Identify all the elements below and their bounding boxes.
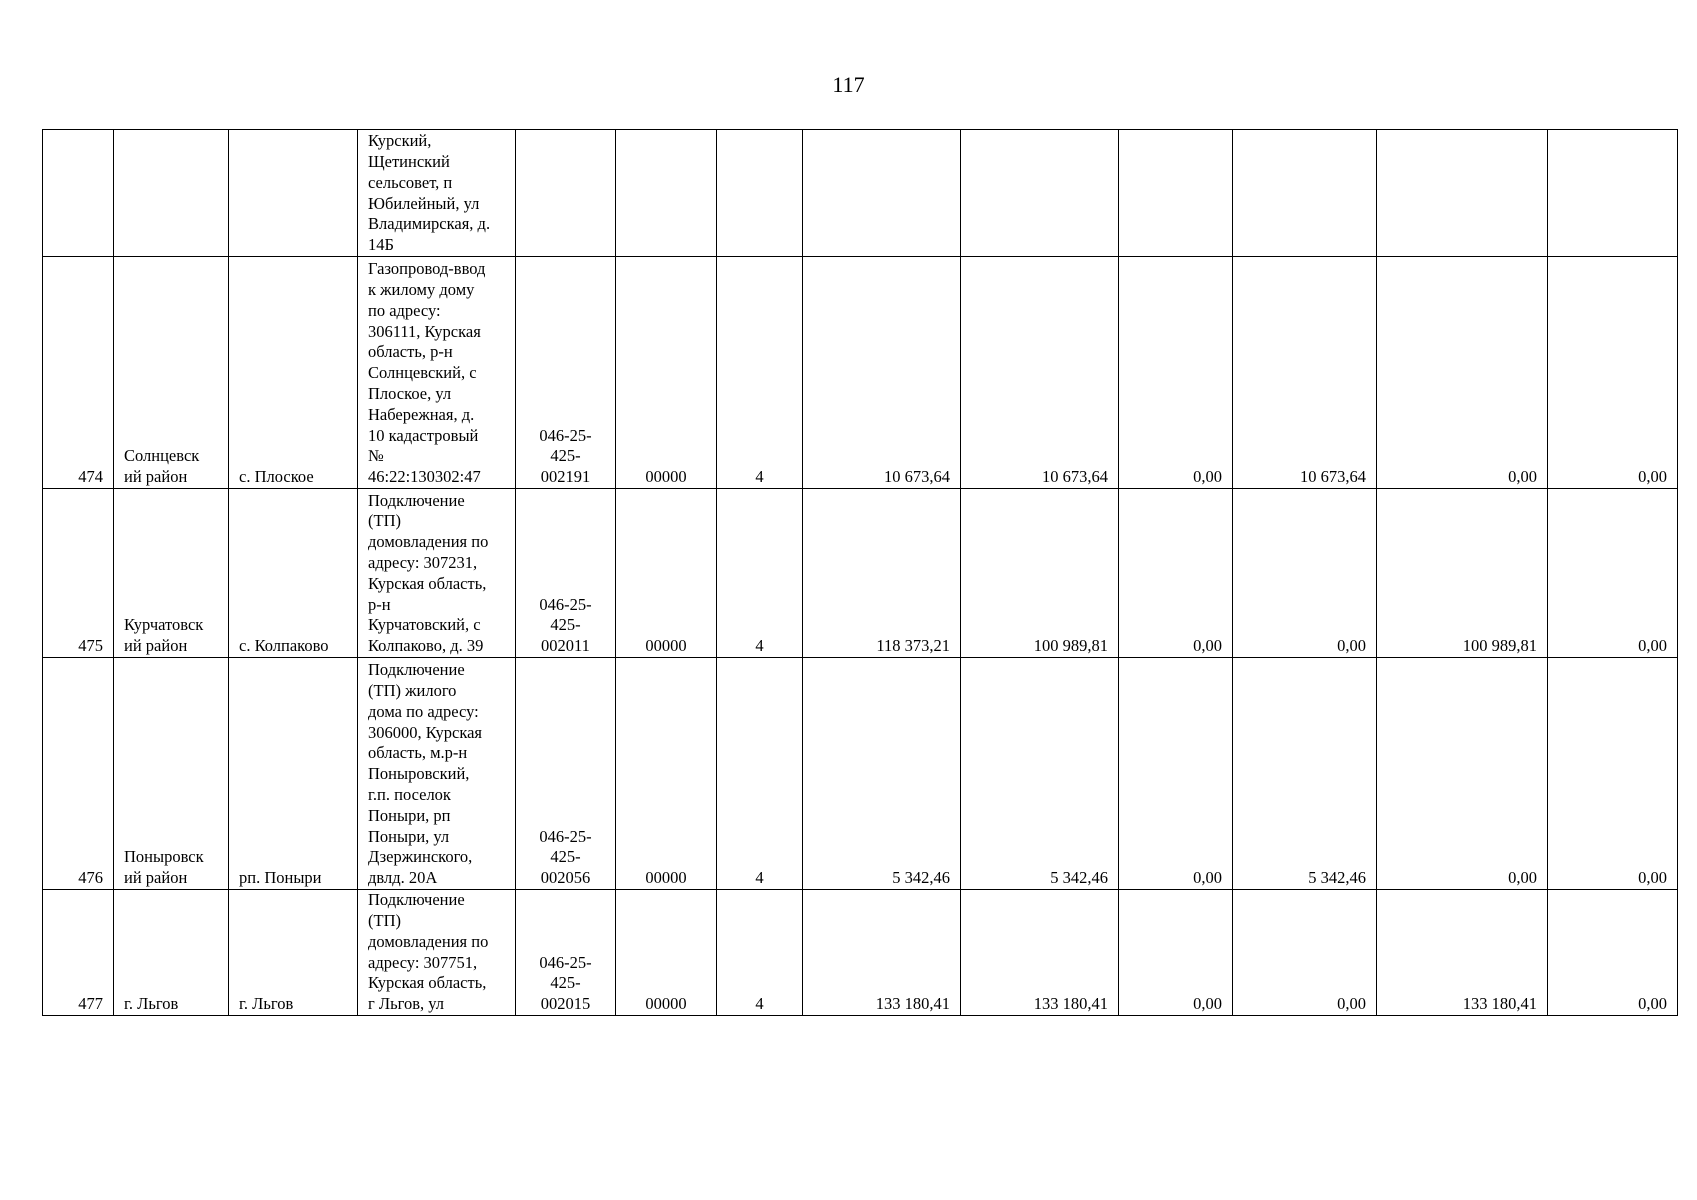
place-cell: с. Плоское [229, 257, 358, 489]
registration-number-cell-line: 046-25- [539, 826, 592, 846]
address-cell-line: Щетинский [368, 152, 450, 172]
table-row [43, 130, 1678, 257]
address-cell-line: Владимирская, д. [368, 214, 491, 234]
address-cell-line: домовладения по [368, 931, 489, 951]
address-cell-line: г Льгов, ул [368, 994, 445, 1014]
place-cell [229, 130, 358, 257]
registration-number-cell-line: 425- [550, 847, 581, 867]
address-cell-line: 306000, Курская [368, 722, 483, 742]
address-cell-line: по адресу: [368, 300, 441, 320]
row-number-cell: 475 [43, 489, 114, 658]
address-cell-line: 306111, Курская [368, 321, 481, 341]
district-cell-line: г. Льгов [124, 994, 179, 1014]
amount-cell-v1: 133 180,41 [803, 890, 961, 1016]
amount-cell-v5: 0,00 [1377, 257, 1548, 489]
registration-number-cell-line: 425- [550, 973, 581, 993]
address-cell-line: (ТП) [368, 511, 401, 531]
amount-cell-v1: 118 373,21 [803, 489, 961, 658]
address-cell-line: (ТП) жилого [368, 681, 457, 701]
row-number-cell [43, 130, 114, 257]
code-cell: 00000 [616, 257, 717, 489]
amount-cell-v3 [1119, 130, 1233, 257]
address-cell-line: (ТП) [368, 911, 401, 931]
row-number-cell: 474 [43, 257, 114, 489]
registration-number-cell-line: 002056 [540, 868, 591, 888]
table-row [43, 890, 1678, 1016]
amount-cell-v3: 0,00 [1119, 890, 1233, 1016]
code-cell [616, 130, 717, 257]
address-cell-line: адресу: 307231, [368, 553, 478, 573]
district-cell-line: ий район [124, 467, 188, 487]
code-cell: 00000 [616, 489, 717, 658]
row-number-cell: 476 [43, 658, 114, 890]
address-cell-line: Поныровский, [368, 764, 470, 784]
address-cell [358, 130, 516, 257]
address-cell-line: домовладения по [368, 532, 489, 552]
amount-cell-v2 [961, 130, 1119, 257]
address-cell [358, 658, 516, 890]
amount-cell-v2: 5 342,46 [961, 658, 1119, 890]
address-cell [358, 489, 516, 658]
amount-cell-v3: 0,00 [1119, 489, 1233, 658]
registration-number-cell-line: 425- [550, 446, 581, 466]
place-cell: рп. Поныри [229, 658, 358, 890]
district-cell-line: Солнцевск [124, 446, 200, 466]
district-cell [114, 658, 229, 890]
address-cell-line: Поныри, рп [368, 805, 451, 825]
address-cell-line: Газопровод-ввод [368, 259, 486, 279]
table-row [43, 489, 1678, 658]
address-cell-line: область, м.р-н [368, 743, 468, 763]
address-cell-line: 46:22:130302:47 [368, 467, 481, 487]
amount-cell-v6: 0,00 [1548, 489, 1678, 658]
address-cell-line: № [368, 446, 384, 466]
address-cell-line: сельсовет, п [368, 172, 453, 192]
amount-cell-v4: 0,00 [1233, 489, 1377, 658]
district-cell-line: Поныровск [124, 847, 204, 867]
amount-cell-v5: 100 989,81 [1377, 489, 1548, 658]
address-cell-line: р-н [368, 594, 391, 614]
group-cell [717, 130, 803, 257]
registration-number-cell [516, 257, 616, 489]
registration-number-cell-line: 425- [550, 615, 581, 635]
amount-cell-v2: 10 673,64 [961, 257, 1119, 489]
data-table [42, 129, 1678, 1016]
amount-cell-v5: 0,00 [1377, 658, 1548, 890]
code-cell: 00000 [616, 890, 717, 1016]
district-cell-line: ий район [124, 636, 188, 656]
address-cell-line: 14Б [368, 235, 394, 255]
district-cell [114, 890, 229, 1016]
amount-cell-v4: 10 673,64 [1233, 257, 1377, 489]
address-cell-line: Юбилейный, ул [368, 193, 480, 213]
district-cell-line: Курчатовск [124, 615, 204, 635]
address-cell-line: Подключение [368, 490, 465, 510]
address-cell-line: Курская область, [368, 573, 487, 593]
amount-cell-v2: 100 989,81 [961, 489, 1119, 658]
registration-number-cell-line: 046-25- [539, 952, 592, 972]
address-cell-line: область, р-н [368, 342, 453, 362]
registration-number-cell [516, 489, 616, 658]
address-cell-line: дома по адресу: [368, 701, 479, 721]
amount-cell-v5: 133 180,41 [1377, 890, 1548, 1016]
amount-cell-v5 [1377, 130, 1548, 257]
registration-number-cell [516, 130, 616, 257]
registration-number-cell [516, 890, 616, 1016]
address-cell-line: Курская область, [368, 973, 487, 993]
address-cell-line: Подключение [368, 890, 465, 910]
amount-cell-v4: 0,00 [1233, 890, 1377, 1016]
address-cell-line: Курский, [368, 131, 432, 151]
amount-cell-v1: 5 342,46 [803, 658, 961, 890]
amount-cell-v4: 5 342,46 [1233, 658, 1377, 890]
district-cell [114, 130, 229, 257]
registration-number-cell-line: 046-25- [539, 594, 592, 614]
place-cell: г. Льгов [229, 890, 358, 1016]
address-cell-line: 10 кадастровый [368, 425, 479, 445]
registration-number-cell-line: 046-25- [539, 425, 592, 445]
address-cell-line: Поныри, ул [368, 826, 450, 846]
address-cell-line: Курчатовский, с [368, 615, 481, 635]
address-cell-line: Подключение [368, 660, 465, 680]
address-cell [358, 890, 516, 1016]
group-cell: 4 [717, 658, 803, 890]
amount-cell-v2: 133 180,41 [961, 890, 1119, 1016]
district-cell-line: ий район [124, 868, 188, 888]
amount-cell-v4 [1233, 130, 1377, 257]
address-cell-line: адресу: 307751, [368, 952, 478, 972]
address-cell-line: г.п. поселок [368, 785, 451, 805]
amount-cell-v1: 10 673,64 [803, 257, 961, 489]
registration-number-cell [516, 658, 616, 890]
table-row [43, 658, 1678, 890]
amount-cell-v6 [1548, 130, 1678, 257]
table-row [43, 257, 1678, 489]
address-cell-line: двлд. 20А [368, 868, 438, 888]
group-cell: 4 [717, 489, 803, 658]
registration-number-cell-line: 002011 [541, 636, 590, 656]
amount-cell-v6: 0,00 [1548, 257, 1678, 489]
place-cell: с. Колпаково [229, 489, 358, 658]
address-cell-line: Набережная, д. [368, 404, 475, 424]
address-cell-line: Солнцевский, с [368, 363, 477, 383]
registration-number-cell-line: 002191 [540, 467, 591, 487]
address-cell-line: Плоское, ул [368, 384, 452, 404]
group-cell: 4 [717, 890, 803, 1016]
address-cell-line: Дзержинского, [368, 847, 473, 867]
amount-cell-v3: 0,00 [1119, 257, 1233, 489]
amount-cell-v3: 0,00 [1119, 658, 1233, 890]
group-cell: 4 [717, 257, 803, 489]
district-cell [114, 489, 229, 658]
address-cell-line: к жилому дому [368, 280, 475, 300]
address-cell-line: Колпаково, д. 39 [368, 636, 484, 656]
district-cell [114, 257, 229, 489]
row-number-cell: 477 [43, 890, 114, 1016]
amount-cell-v6: 0,00 [1548, 658, 1678, 890]
registration-number-cell-line: 002015 [540, 994, 591, 1014]
amount-cell-v6: 0,00 [1548, 890, 1678, 1016]
amount-cell-v1 [803, 130, 961, 257]
address-cell [358, 257, 516, 489]
page-number: 117 [832, 72, 865, 97]
code-cell: 00000 [616, 658, 717, 890]
